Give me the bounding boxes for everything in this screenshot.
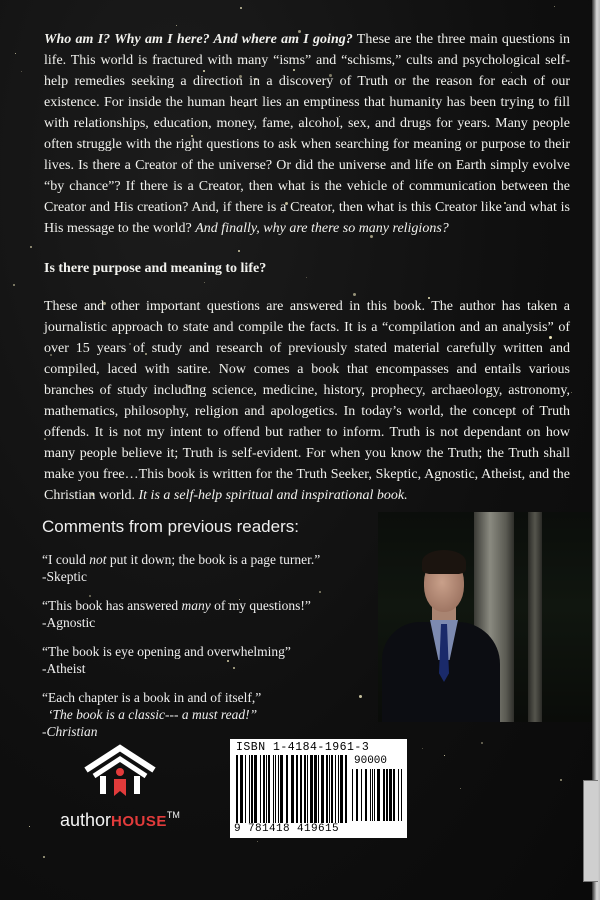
barcode-bar xyxy=(245,755,246,823)
comment-quote xyxy=(42,689,261,740)
barcode-bar xyxy=(374,769,375,821)
barcode-bar xyxy=(251,755,253,823)
star xyxy=(13,284,15,286)
quote-text: “The book is eye opening and overwhelming” xyxy=(42,644,291,659)
publisher-name-part2: HOUSE xyxy=(111,813,167,830)
star xyxy=(422,748,423,749)
barcode-bar xyxy=(365,769,367,821)
quote-text-end: of my questions!” xyxy=(210,598,311,613)
star xyxy=(554,6,555,7)
barcode-bar xyxy=(278,755,279,823)
barcode-bar xyxy=(280,755,283,823)
hair xyxy=(422,550,466,574)
barcode-bar xyxy=(377,769,380,821)
barcode-bar xyxy=(329,755,330,823)
barcode-bar xyxy=(286,755,288,823)
section-heading: Is there purpose and meaning to life? xyxy=(44,261,267,276)
star xyxy=(21,71,22,72)
quote-text-end: put it down; the book is a page turner.” xyxy=(106,552,321,567)
barcode-bar xyxy=(383,769,385,821)
barcode-bar xyxy=(321,755,324,823)
star xyxy=(460,788,461,789)
quote-author: -Skeptic xyxy=(42,569,87,584)
barcode-bar xyxy=(386,769,388,821)
barcode-bar xyxy=(335,755,336,823)
body-closing: It is a self-help spiritual and inspirational book. xyxy=(138,488,408,503)
body-paragraph xyxy=(44,296,570,506)
barcode-bar xyxy=(340,755,343,823)
body-text: These and other important questions are answered in this book. The author has taken a journalistic approach to state and compile the facts. It is a “compilation and an analysis” of over 15 years of study and research of previously stated material carefully written and compiled, laced with satire. Now comes a book that encompasses and entails various branches of study including science, medicine, history, prophecy, archaeology, astronomy, mathematics, philosophy, religion and apologetics. In today’s world, the concept of Truth offends. It is not my intent to offend but rather to inform. Truth is not dependant on how many people believe it; Truth is self-evident. For when you know the Truth; the Truth shall make you free…This book is written for the Truth Seeker, Skeptic, Agnostic, Atheist, and the Christian world. xyxy=(44,299,570,503)
star xyxy=(30,246,32,248)
barcode-bar xyxy=(296,755,298,823)
publisher-name xyxy=(60,810,180,831)
barcode-bar xyxy=(266,755,267,823)
intro-lead-questions: Who am I? Why am I here? And where am I going? xyxy=(44,32,353,47)
star xyxy=(257,841,258,842)
barcode-bar xyxy=(326,755,328,823)
star xyxy=(176,25,177,26)
barcode-bar xyxy=(300,755,302,823)
authorhouse-logo-icon xyxy=(80,742,160,798)
barcode-bar xyxy=(356,769,358,821)
barcode-bar xyxy=(260,755,261,823)
ean-number: 9 781418 419615 xyxy=(234,823,340,835)
quote-text: “I could xyxy=(42,552,90,567)
star xyxy=(359,695,362,698)
barcode-bar xyxy=(372,769,373,821)
quote-author: -Christian xyxy=(42,724,98,739)
page-edge xyxy=(592,0,600,900)
library-tab xyxy=(583,780,598,882)
star xyxy=(240,7,242,9)
barcode-bar xyxy=(331,755,333,823)
barcode-bar xyxy=(240,755,243,823)
barcode-bar xyxy=(398,769,399,821)
barcode-bar xyxy=(291,755,294,823)
star xyxy=(29,826,30,827)
barcode-bar xyxy=(254,755,257,823)
quote-emphasis: not xyxy=(89,552,107,567)
barcode-bar xyxy=(307,755,308,823)
isbn-label: ISBN 1-4184-1961-3 xyxy=(236,741,370,754)
barcode-bar xyxy=(361,769,362,821)
barcode-bar xyxy=(352,769,353,821)
star xyxy=(238,250,240,252)
ean-bars xyxy=(236,755,348,823)
quote-text: “This book has answered xyxy=(42,598,182,613)
barcode-bar xyxy=(304,755,306,823)
comment-quote xyxy=(42,643,291,677)
star xyxy=(444,755,445,756)
star xyxy=(43,856,45,858)
barcode-bar xyxy=(314,755,317,823)
addon-bars xyxy=(352,769,402,821)
intro-paragraph xyxy=(44,29,570,239)
star xyxy=(15,53,16,54)
publisher-name-part1: author xyxy=(60,810,112,830)
quote-author: -Atheist xyxy=(42,661,86,676)
barcode-bar xyxy=(273,755,274,823)
barcode-bar xyxy=(268,755,270,823)
quote-extra: ‘The book is a classic--- a must read!” xyxy=(48,707,258,722)
barcode-bar xyxy=(389,769,392,821)
barcode-bar xyxy=(263,755,265,823)
price-addon: 90000 xyxy=(354,755,388,767)
barcode-bar xyxy=(393,769,395,821)
barcode-bar xyxy=(310,755,313,823)
star xyxy=(560,779,562,781)
comments-title: Comments from previous readers: xyxy=(42,517,299,536)
quote-author: -Agnostic xyxy=(42,615,96,630)
tree-trunk xyxy=(528,512,542,722)
star xyxy=(481,742,483,744)
star xyxy=(319,591,321,593)
barcode-bar xyxy=(318,755,319,823)
barcode-bar xyxy=(249,755,250,823)
barcode-bar xyxy=(338,755,339,823)
star xyxy=(571,392,572,393)
quote-text: “Each chapter is a book in and of itself,” xyxy=(42,690,262,705)
author-photo xyxy=(378,512,592,722)
barcode-bar xyxy=(236,755,238,823)
barcode xyxy=(230,739,407,838)
trademark: TM xyxy=(166,810,180,820)
barcode-bar xyxy=(401,769,402,821)
star xyxy=(204,282,205,283)
quote-emphasis: many xyxy=(181,598,211,613)
comment-quote xyxy=(42,597,311,631)
intro-text: These are the three main questions in life. This world is fractured with many “isms” and “schisms,” cults and psychological self-help remedies seeking a direction in a discovery of Truth or the reason for each of our existence. For inside the human heart lies an emptiness that humanity has been trying to fill with relationships, education, money, fame, alcohol, sex, and drugs for years. Many people often struggle with the right questions to ask when searching for meaning or purpose to their lives. Is there a Creator of the universe? Or did the universe and life on Earth simply evolve “by chance”? If there is a Creator, then what is the vehicle of communication between the Creator and His creation? And, if there is a Creator, then what is this Creator like and what is His message to the world? xyxy=(44,32,571,236)
barcode-bar xyxy=(275,755,276,823)
intro-closing: And finally, why are there so many religions? xyxy=(195,221,449,236)
barcode-bar xyxy=(370,769,371,821)
barcode-bar xyxy=(345,755,347,823)
comment-quote xyxy=(42,551,320,585)
